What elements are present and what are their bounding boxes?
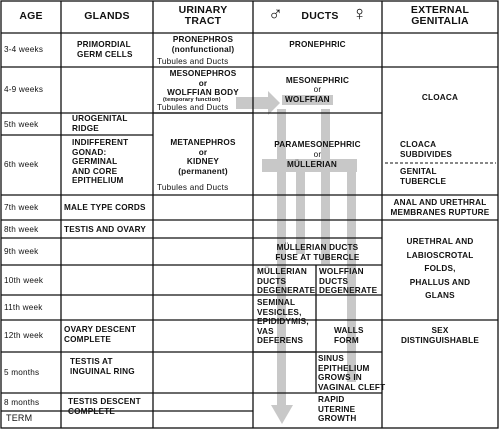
gland-male-cords: MALE TYPE CORDS bbox=[64, 203, 146, 212]
gland-testis-ring: TESTIS AT INGUINAL RING bbox=[70, 357, 135, 376]
duct-seminal: SEMINAL VESICLES, EPIDIDYMIS, VAS DEFERENS bbox=[257, 298, 309, 346]
urinary-mesonephros: MESONEPHROS or WOLFFIAN BODY bbox=[167, 69, 239, 98]
duct-pronephric: PRONEPHRIC bbox=[289, 40, 346, 49]
age-9th-week: 9th week bbox=[4, 247, 39, 256]
duct-or-2: or bbox=[313, 150, 322, 159]
gland-testis-ovary: TESTIS AND OVARY bbox=[64, 225, 147, 234]
mullerian-vertical-arrow bbox=[296, 172, 305, 254]
male-arrow-head bbox=[271, 405, 293, 424]
duct-mullerian-degenerate: MÜLLERIAN DUCTS DEGENERATE bbox=[257, 267, 316, 296]
duct-sinus: SINUS EPITHELIUM GROWS IN VAGINAL CLEFT bbox=[318, 354, 386, 392]
age-5th-week: 5th week bbox=[4, 120, 39, 129]
urinary-tubules-1: Tubules and Ducts bbox=[157, 57, 229, 66]
gland-primordial: PRIMORDIAL GERM CELLS bbox=[77, 40, 133, 59]
external-sex: SEX DISTINGUISHABLE bbox=[400, 326, 480, 345]
urinary-pronephros: PRONEPHROS (nonfunctional) bbox=[171, 35, 235, 54]
header-external: EXTERNAL GENITALIA bbox=[410, 4, 470, 27]
external-anal: ANAL AND URETHRAL MEMBRANES RUPTURE bbox=[390, 198, 490, 217]
gland-testis-descent: TESTIS DESCENT COMPLETE bbox=[68, 397, 141, 416]
external-subdivides: CLOACA SUBDIVIDES bbox=[400, 140, 453, 159]
header-urinary: URINARY TRACT bbox=[178, 4, 228, 27]
age-term: TERM bbox=[6, 413, 33, 423]
age-8th-week: 8th week bbox=[4, 225, 39, 234]
urinary-tubules-3: Tubules and Ducts bbox=[157, 183, 229, 192]
age-10th-week: 10th week bbox=[4, 276, 44, 285]
header-glands: GLANDS bbox=[84, 10, 130, 22]
female-symbol: ♀ bbox=[352, 3, 368, 25]
header-ducts: DUCTS bbox=[301, 10, 339, 22]
age-6th-week: 6th week bbox=[4, 160, 39, 169]
duct-wolffian-degenerate: WOLFFIAN DUCTS DEGENERATE bbox=[319, 267, 378, 296]
wolffian-right-band bbox=[321, 109, 330, 264]
external-tubercle: GENITAL TUBERCLE bbox=[400, 167, 447, 186]
duct-or-1: or bbox=[313, 85, 322, 94]
duct-mullerian: MÜLLERIAN bbox=[287, 160, 338, 169]
age-3-4-weeks: 3-4 weeks bbox=[4, 45, 44, 54]
gland-indifferent: INDIFFERENT GONAD: GERMINAL AND CORE EPITHELIUM bbox=[72, 138, 129, 186]
urinary-temporary: (temporary function) bbox=[163, 97, 221, 103]
male-symbol: ♂ bbox=[268, 3, 284, 25]
duct-mesonephric: MESONEPHRIC bbox=[285, 76, 350, 85]
urinary-metanephros: METANEPHROS or KIDNEY (permanent) bbox=[170, 138, 236, 176]
age-8-months: 8 months bbox=[4, 398, 40, 407]
external-urethral: URETHRAL AND LABIOSCROTAL FOLDS, PHALLUS AND GLANS bbox=[406, 237, 474, 300]
external-cloaca: CLOACA bbox=[421, 93, 459, 102]
duct-rapid: RAPID UTERINE GROWTH bbox=[318, 395, 357, 424]
duct-walls: WALLS FORM bbox=[334, 326, 364, 345]
header-age: AGE bbox=[19, 10, 43, 22]
age-4-9-weeks: 4-9 weeks bbox=[4, 85, 44, 94]
age-12th-week: 12th week bbox=[4, 331, 44, 340]
duct-wolffian: WOLFFIAN bbox=[282, 95, 333, 105]
urinary-tubules-2: Tubules and Ducts bbox=[157, 103, 229, 112]
age-5-months: 5 months bbox=[4, 368, 40, 377]
gland-urogenital: UROGENITAL RIDGE bbox=[72, 114, 128, 133]
duct-paramesonephric: PARAMESONEPHRIC bbox=[274, 140, 361, 149]
duct-fuse: MÜLLERIAN DUCTS FUSE AT TUBERCLE bbox=[275, 243, 360, 262]
age-7th-week: 7th week bbox=[4, 203, 39, 212]
gland-ovary-descent: OVARY DESCENT COMPLETE bbox=[64, 325, 137, 344]
age-11th-week: 11th week bbox=[4, 303, 43, 312]
